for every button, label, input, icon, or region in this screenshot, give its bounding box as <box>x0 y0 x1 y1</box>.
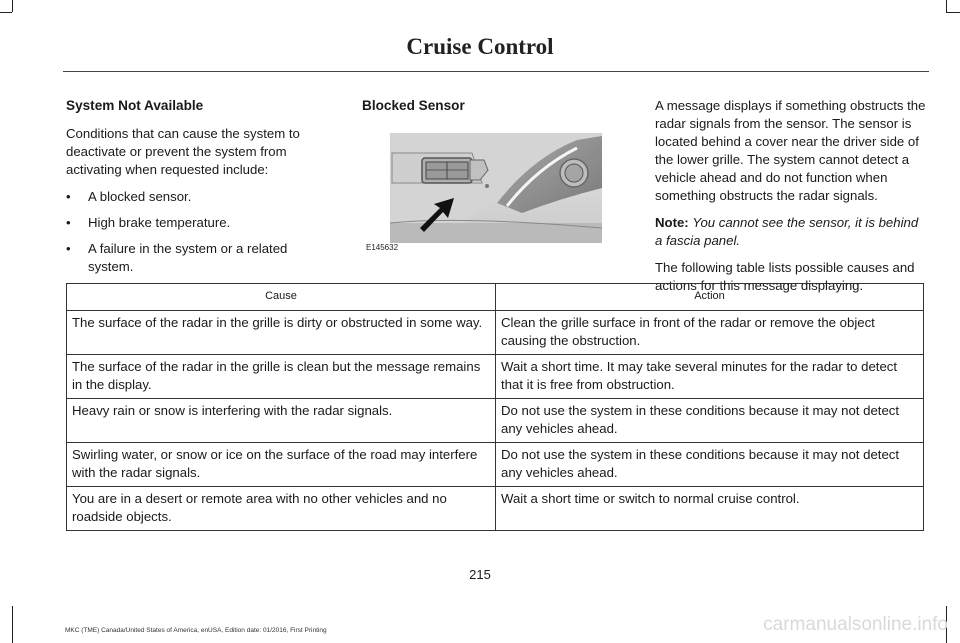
description-paragraph: A message displays if something obstructs the radar signals from the sensor. The sensor is located behind a cover near the driver side of the lower grille. The system cannot detect a vehicle ahead and do not function when something obstructs the radar signals. <box>655 98 926 203</box>
watermark: carmanualsonline.info <box>763 614 948 635</box>
table-row <box>67 311 924 355</box>
crop-mark <box>12 0 13 12</box>
cause-cell: The surface of the radar in the grille is clean but the message remains in the display. <box>67 355 496 399</box>
column-header-cause: Cause <box>67 284 496 311</box>
list-item: • A blocked sensor. <box>66 189 192 204</box>
page-title: Cruise Control <box>406 34 554 59</box>
note-text: You cannot see the sensor, it is behind a fascia panel. <box>655 215 919 248</box>
cause-cell: Swirling water, or snow or ice on the surface of the road may interfere with the radar signals. <box>67 443 496 487</box>
action-cell: Do not use the system in these conditions because it may not detect any vehicles ahead. <box>496 399 924 443</box>
sensor-location-illustration <box>362 128 604 258</box>
bullet: • <box>66 241 71 256</box>
figure-label: E145632 <box>366 243 399 252</box>
action-cell: Wait a short time. It may take several minutes for the radar to detect that it is free from obstruction. <box>496 355 924 399</box>
table-row <box>67 355 924 399</box>
crop-mark <box>946 0 947 12</box>
crop-mark <box>12 606 13 643</box>
list-item: • A failure in the system or a related system. <box>66 241 288 274</box>
page-number: 215 <box>469 567 491 582</box>
column-header-action: Action <box>496 284 924 311</box>
footer-edition-info: MKC (TME) Canada/United States of America, enUSA, Edition date: 01/2016, First Printing <box>65 627 327 634</box>
section-blocked-sensor-description <box>655 97 927 304</box>
action-cell: Clean the grille surface in front of the radar or remove the object causing the obstruction. <box>496 311 924 355</box>
section-blocked-sensor <box>362 97 607 125</box>
note-label: Note: <box>655 215 689 230</box>
bullet: • <box>66 189 71 204</box>
header-divider <box>63 71 929 72</box>
table-header-row <box>67 284 924 311</box>
condition-list <box>66 188 326 276</box>
crop-mark <box>946 12 960 13</box>
list-item: • High brake temperature. <box>66 215 231 230</box>
cause-cell: Heavy rain or snow is interfering with the radar signals. <box>67 399 496 443</box>
action-cell: Do not use the system in these conditions because it may not detect any vehicles ahead. <box>496 443 924 487</box>
intro-paragraph: Conditions that can cause the system to deactivate or prevent the system from activating when requested include: <box>66 126 300 177</box>
bullet: • <box>66 215 71 230</box>
table-row <box>67 487 924 531</box>
section-heading: Blocked Sensor <box>362 98 465 113</box>
cause-cell: You are in a desert or remote area with no other vehicles and no roadside objects. <box>67 487 496 531</box>
cause-action-table <box>66 283 924 531</box>
action-cell: Wait a short time or switch to normal cruise control. <box>496 487 924 531</box>
note <box>655 214 927 250</box>
crop-mark <box>0 12 12 13</box>
table-row <box>67 399 924 443</box>
section-system-not-available <box>66 97 326 284</box>
table-intro-paragraph: The following table lists possible causes and actions for this message displaying. <box>655 260 915 293</box>
section-heading: System Not Available <box>66 98 204 113</box>
cause-cell: The surface of the radar in the grille is dirty or obstructed in some way. <box>67 311 496 355</box>
table-row <box>67 443 924 487</box>
